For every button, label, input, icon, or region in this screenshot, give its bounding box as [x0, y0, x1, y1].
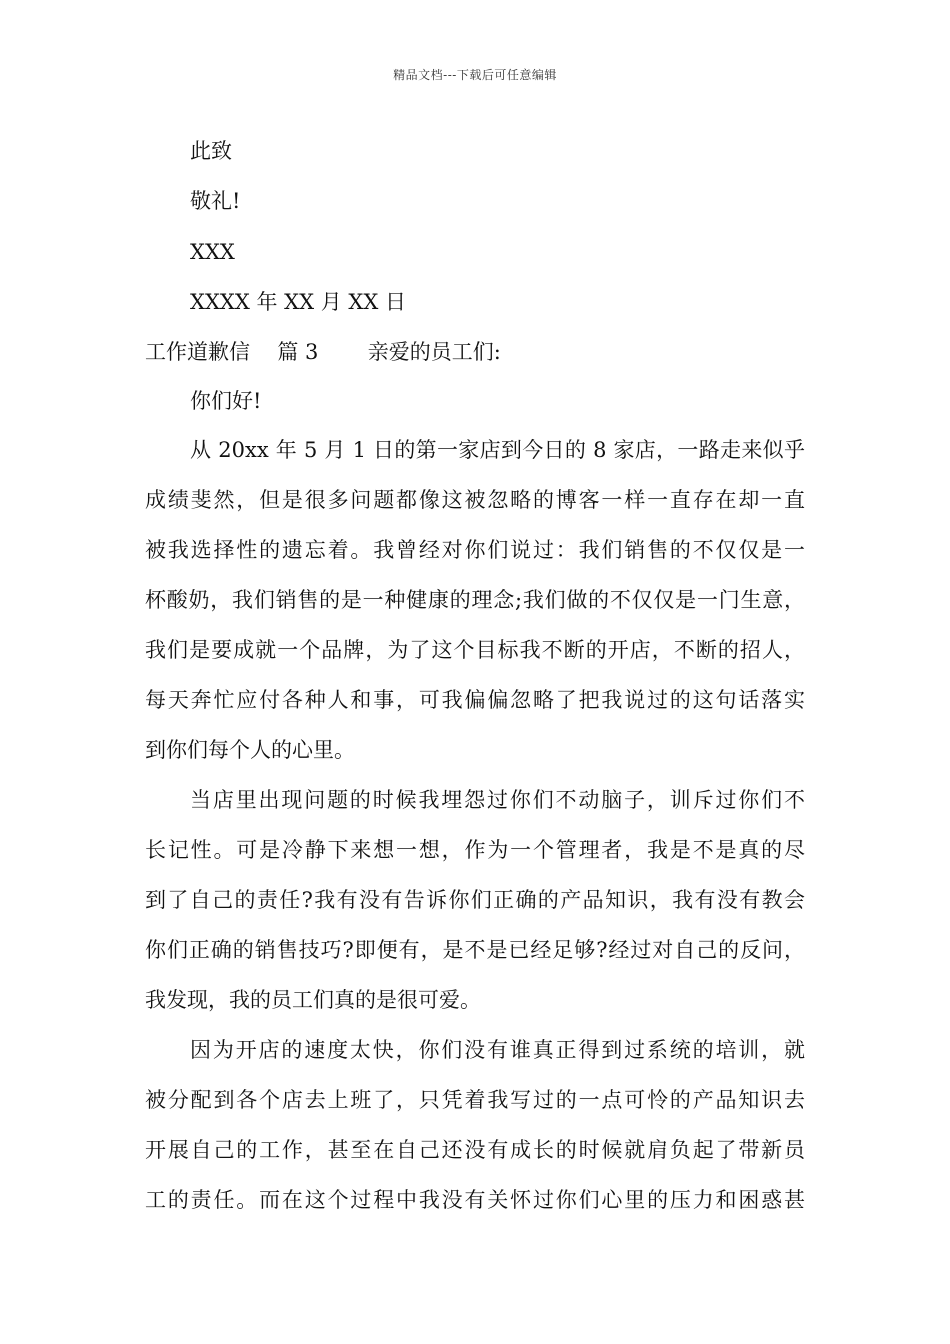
paragraph-3-line: 被分配到各个店去上班了，只凭着我写过的一点可怜的产品知识去 — [145, 1088, 805, 1112]
paragraph-1-line: 到你们每个人的心里。 — [145, 738, 355, 762]
greeting: 你们好! — [190, 389, 262, 413]
signer-name: XXX — [190, 240, 235, 264]
letter-date: XXXX 年 XX 月 XX 日 — [190, 290, 406, 314]
closing-line-1: 此致 — [190, 139, 232, 163]
paragraph-2-line: 我发现，我的员工们真的是很可爱。 — [145, 988, 481, 1012]
section-title: 工作道歉信 — [145, 340, 250, 364]
salutation: 亲爱的员工们: — [367, 340, 501, 364]
paragraph-1-line: 被我选择性的遗忘着。我曾经对你们说过：我们销售的不仅仅是一 — [145, 538, 805, 562]
paragraph-1-line: 杯酸奶，我们销售的是一种健康的理念;我们做的不仅仅是一门生意， — [145, 588, 805, 612]
paragraph-2-line: 你们正确的销售技巧?即便有，是不是已经足够?经过对自己的反问， — [145, 938, 805, 962]
section-number: 篇 3 — [277, 340, 319, 364]
closing-line-2: 敬礼! — [190, 189, 241, 213]
paragraph-1-line: 成绩斐然，但是很多问题都像这被忽略的博客一样一直存在却一直 — [145, 488, 805, 512]
section-heading — [145, 338, 501, 366]
paragraph-3-line: 开展自己的工作，甚至在自己还没有成长的时候就肩负起了带新员 — [145, 1138, 805, 1162]
paragraph-1-line: 从 20xx 年 5 月 1 日的第一家店到今日的 8 家店，一路走来似乎 — [190, 438, 805, 462]
paragraph-2-line: 当店里出现问题的时候我埋怨过你们不动脑子，训斥过你们不 — [190, 788, 805, 812]
paragraph-3-line: 因为开店的速度太快，你们没有谁真正得到过系统的培训，就 — [190, 1038, 805, 1062]
page-header: 精品文档---下载后可任意编辑 — [393, 68, 557, 82]
paragraph-1-line: 每天奔忙应付各种人和事，可我偏偏忽略了把我说过的这句话落实 — [145, 688, 805, 712]
paragraph-3-line: 工的责任。而在这个过程中我没有关怀过你们心里的压力和困惑甚 — [145, 1188, 805, 1212]
paragraph-1-line: 我们是要成就一个品牌，为了这个目标我不断的开店，不断的招人， — [145, 638, 805, 662]
paragraph-2-line: 长记性。可是冷静下来想一想，作为一个管理者，我是不是真的尽 — [145, 838, 805, 862]
paragraph-2-line: 到了自己的责任?我有没有告诉你们正确的产品知识，我有没有教会 — [145, 888, 805, 912]
